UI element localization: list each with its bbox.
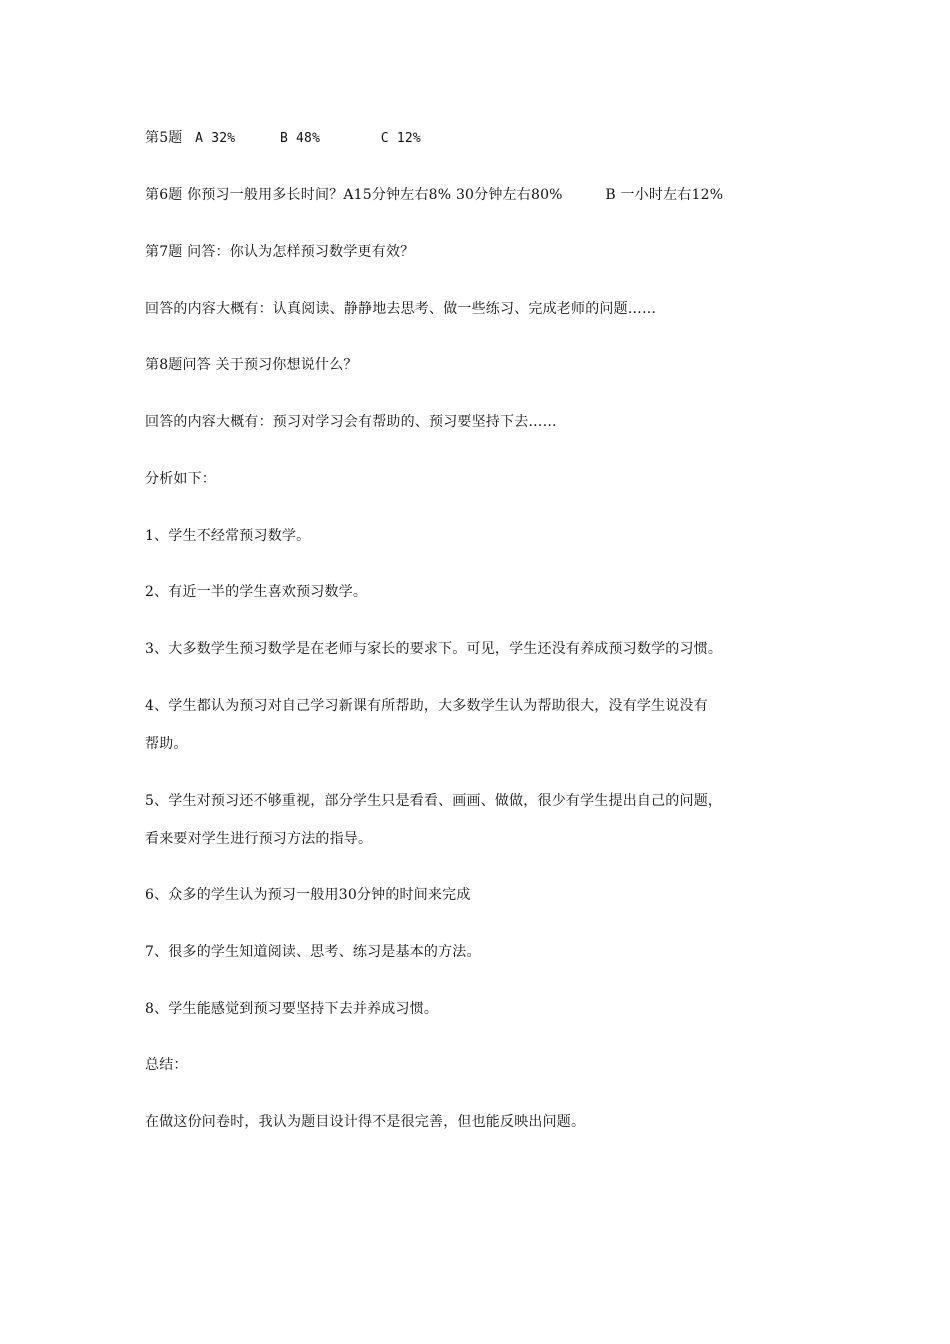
question-7-answer: 回答的内容大概有：认真阅读、静静地去思考、做一些练习、完成老师的问题……: [145, 301, 657, 317]
question-8-question: 第8题问答 关于预习你想说什么？: [145, 357, 358, 373]
analysis-item: 3、大多数学生预习数学是在老师与家长的要求下。可见，学生还没有养成预习数学的习惯。: [145, 641, 723, 657]
analysis-item-continued: 看来要对学生进行预习方法的指导。: [145, 831, 373, 847]
question-5-option-c: C 12%: [380, 131, 421, 146]
analysis-item: 8、学生能感觉到预习要坚持下去并养成习惯。: [145, 1001, 439, 1017]
question-5-label: 第5题: [145, 130, 183, 146]
analysis-item: 1、学生不经常预习数学。: [145, 528, 311, 544]
question-5-option-b: B 48%: [279, 131, 321, 146]
question-6-text: 第6题 你预习一般用多长时间？A15分钟左右8% 30分钟左右80%: [145, 187, 563, 203]
analysis-heading: 分析如下：: [145, 471, 216, 487]
analysis-item: 4、学生都认为预习对自己学习新课有所帮助，大多数学生认为帮助很大，没有学生说没有: [145, 698, 708, 714]
summary-heading: 总结：: [145, 1057, 188, 1073]
question-6-option-b: B 一小时左右12%: [605, 187, 724, 203]
analysis-item: 2、有近一半的学生喜欢预习数学。: [145, 584, 368, 600]
analysis-item: 5、学生对预习还不够重视，部分学生只是看看、画画、做做，很少有学生提出自己的问题，: [145, 793, 723, 809]
summary-text: 在做这份问卷时，我认为题目设计得不是很完善，但也能反映出问题。: [145, 1114, 586, 1130]
analysis-item: 7、很多的学生知道阅读、思考、练习是基本的方法。: [145, 944, 481, 960]
analysis-item: 6、众多的学生认为预习一般用30分钟的时间来完成: [145, 887, 471, 903]
question-6-line: [145, 185, 723, 205]
question-7-question: 第7题 问答：你认为怎样预习数学更有效？: [145, 244, 415, 260]
question-5-line: [145, 128, 421, 149]
analysis-item-continued: 帮助。: [145, 736, 188, 752]
question-8-answer: 回答的内容大概有：预习对学习会有帮助的、预习要坚持下去……: [145, 414, 557, 430]
question-5-option-a: A 32%: [195, 131, 236, 146]
